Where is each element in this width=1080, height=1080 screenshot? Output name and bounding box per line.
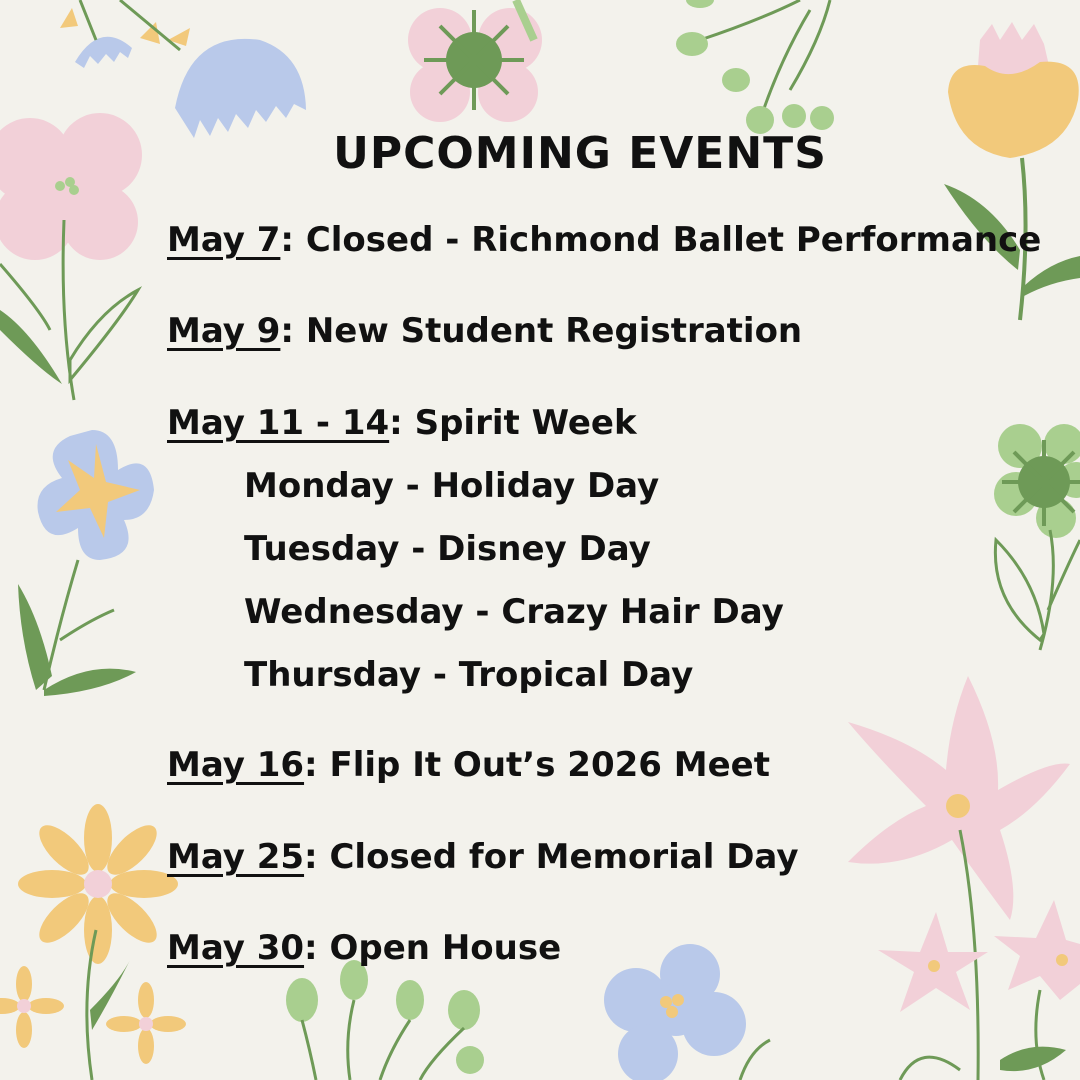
event-description: Flip It Out’s 2026 Meet: [329, 745, 770, 785]
event-may-7: [167, 220, 1041, 260]
event-date: May 25: [167, 837, 305, 877]
event-may-9: [167, 311, 802, 351]
event-separator: :: [304, 928, 330, 968]
bottom-left-yellow-flower: [18, 804, 178, 1080]
page-title: UPCOMING EVENTS: [333, 128, 827, 179]
event-may-25: [167, 837, 799, 877]
event-separator: :: [280, 220, 306, 260]
event-date: May 9: [167, 311, 281, 351]
spirit-week-thursday: Thursday - Tropical Day: [244, 655, 694, 695]
right-green-flower: [994, 424, 1080, 650]
event-description: New Student Registration: [305, 311, 803, 351]
event-separator: :: [280, 311, 306, 351]
spirit-week-wednesday: Wednesday - Crazy Hair Day: [244, 592, 784, 632]
event-date: May 16: [167, 745, 305, 785]
bottom-blue-flower: [604, 944, 770, 1080]
event-description: Closed for Memorial Day: [329, 837, 799, 877]
event-separator: :: [389, 403, 415, 443]
spirit-week-tuesday: Tuesday - Disney Day: [244, 529, 651, 569]
event-description: Spirit Week: [414, 403, 637, 443]
event-spirit-week: [167, 403, 637, 443]
event-may-30: [167, 928, 561, 968]
spirit-week-monday: Monday - Holiday Day: [244, 466, 660, 506]
top-green-stems: [676, 0, 834, 134]
event-date: May 7: [167, 220, 281, 260]
event-separator: :: [304, 745, 330, 785]
top-pink-flower: [408, 0, 542, 122]
event-description: Closed - Richmond Ballet Performance: [305, 220, 1042, 260]
event-date: May 11 - 14: [167, 403, 390, 443]
top-left-blue-bud: [60, 0, 190, 68]
event-may-16: [167, 745, 770, 785]
bottom-green-buds: [286, 960, 484, 1080]
event-date: May 30: [167, 928, 305, 968]
event-description: Open House: [329, 928, 562, 968]
event-separator: :: [304, 837, 330, 877]
left-blue-flower: [18, 430, 154, 696]
top-blue-tulip: [175, 39, 306, 138]
